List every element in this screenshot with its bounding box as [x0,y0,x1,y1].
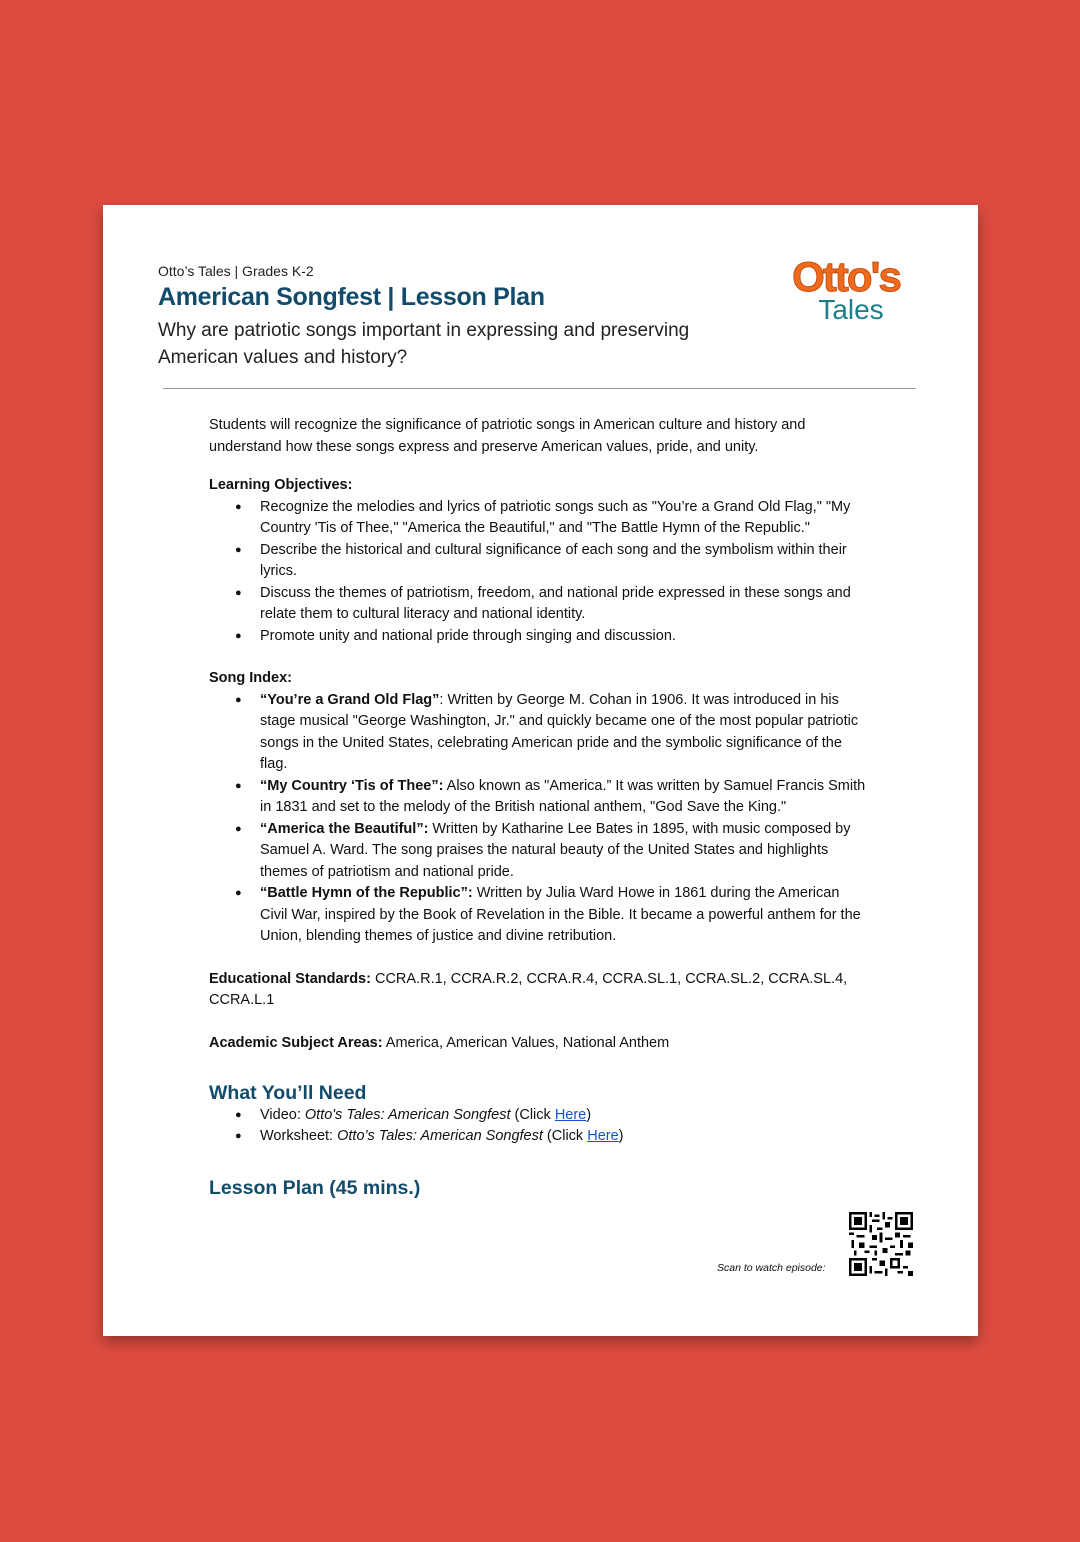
educational-standards [209,969,869,1012]
standards-label: Educational Standards: [209,970,371,987]
list-item: ● Discuss the themes of patriotism, freedom, and national pride expressed in these songs and relate them to cultural literacy and national identity. [260,583,869,626]
list-item [260,776,869,819]
need-title: Otto's Tales: American Songfest [304,1106,511,1123]
need-mid: (Click [510,1106,555,1123]
video-link[interactable]: Here [554,1106,587,1123]
need-suffix: ) [586,1106,592,1123]
song-title: “My Country ‘Tis of Thee”: [260,777,444,794]
song-description: : Written by George M. Cohan in 1906. It was introduced in his stage musical "George Washington, Jr." and quickly became one of the most popular patriotic songs in the United States, celebrating American pride and the symbolic significance of the flag. [260,691,859,772]
lesson-plan-page [103,205,978,1336]
logo-wordmark-top: Otto's [792,253,900,300]
song-description: Written by Julia Ward Howe in 1861 during the American Civil War, inspired by the Book of Revelation in the Bible. It became a powerful anthem for the Union, blending themes of justice and divine retribution. [260,885,861,944]
song-index-list [209,690,869,948]
logo-wordmark-bottom: Tales [818,294,884,325]
lesson-body [209,415,869,1199]
needs-list [209,1105,869,1148]
song-title: “America the Beautiful”: [260,820,429,837]
need-mid: (Click [542,1128,588,1144]
essential-question: Why are patriotic songs important in expressing and preserving American values and history? [158,320,690,368]
list-item [260,690,869,776]
scan-label: Scan to watch episode: [717,1262,826,1274]
list-item [260,819,869,884]
header-divider [163,388,916,389]
qr-code-icon[interactable] [849,1212,913,1276]
what-youll-need-heading: What You’ll Need [209,1082,367,1104]
list-item [260,1126,869,1148]
need-prefix: Worksheet: [260,1128,338,1144]
song-title: “You’re a Grand Old Flag” [260,691,440,708]
song-description: Also known as "America.” It was written by Samuel Francis Smith in 1831 and set to the melody of the British national anthem, "God Save the King." [260,777,866,815]
song-title: “Battle Hymn of the Republic”: [260,885,473,901]
list-item [260,1105,869,1127]
subjects-label: Academic Subject Areas: [209,1034,383,1051]
need-suffix: ) [618,1128,624,1144]
worksheet-link[interactable]: Here [587,1128,619,1144]
lesson-plan-heading: Lesson Plan (45 mins.) [209,1176,421,1199]
list-item: ● Describe the historical and cultural significance of each song and the symbolism within their lyrics. [260,540,869,583]
objectives-label: Learning Objectives: [209,477,353,493]
song-description: Written by Katharine Lee Bates in 1895, with music composed by Samuel A. Ward. The song praises the natural beauty of the United States and highlights themes of patriotism and national pride. [260,820,851,880]
academic-subject-areas [209,1033,869,1055]
need-title: Otto’s Tales: American Songfest [337,1128,543,1144]
objectives-list [209,497,869,648]
list-item [260,883,869,948]
ottos-tales-logo [771,249,921,325]
grade-subtitle: Otto’s Tales | Grades K-2 [158,263,314,279]
page-title: American Songfest | Lesson Plan [158,283,545,311]
intro-paragraph: Students will recognize the significance of patriotic songs in American culture and history and understand how these songs express and preserve American values, pride, and unity. [209,417,806,455]
list-item: ● Promote unity and national pride through singing and discussion. [260,626,869,648]
list-item: ● Recognize the melodies and lyrics of patriotic songs such as "You’re a Grand Old Flag," "My Country 'Tis of Thee," "America the Beautiful," and "The Battle Hymn of the Republic." [260,497,869,540]
song-index-label: Song Index: [209,670,292,686]
need-prefix: Video: [260,1106,305,1123]
subjects-value: America, American Values, National Anthem [382,1034,670,1051]
standards-value: CCRA.R.1, CCRA.R.2, CCRA.R.4, CCRA.SL.1, CCRA.SL.2, CCRA.SL.4, CCRA.L.1 [209,970,848,1008]
